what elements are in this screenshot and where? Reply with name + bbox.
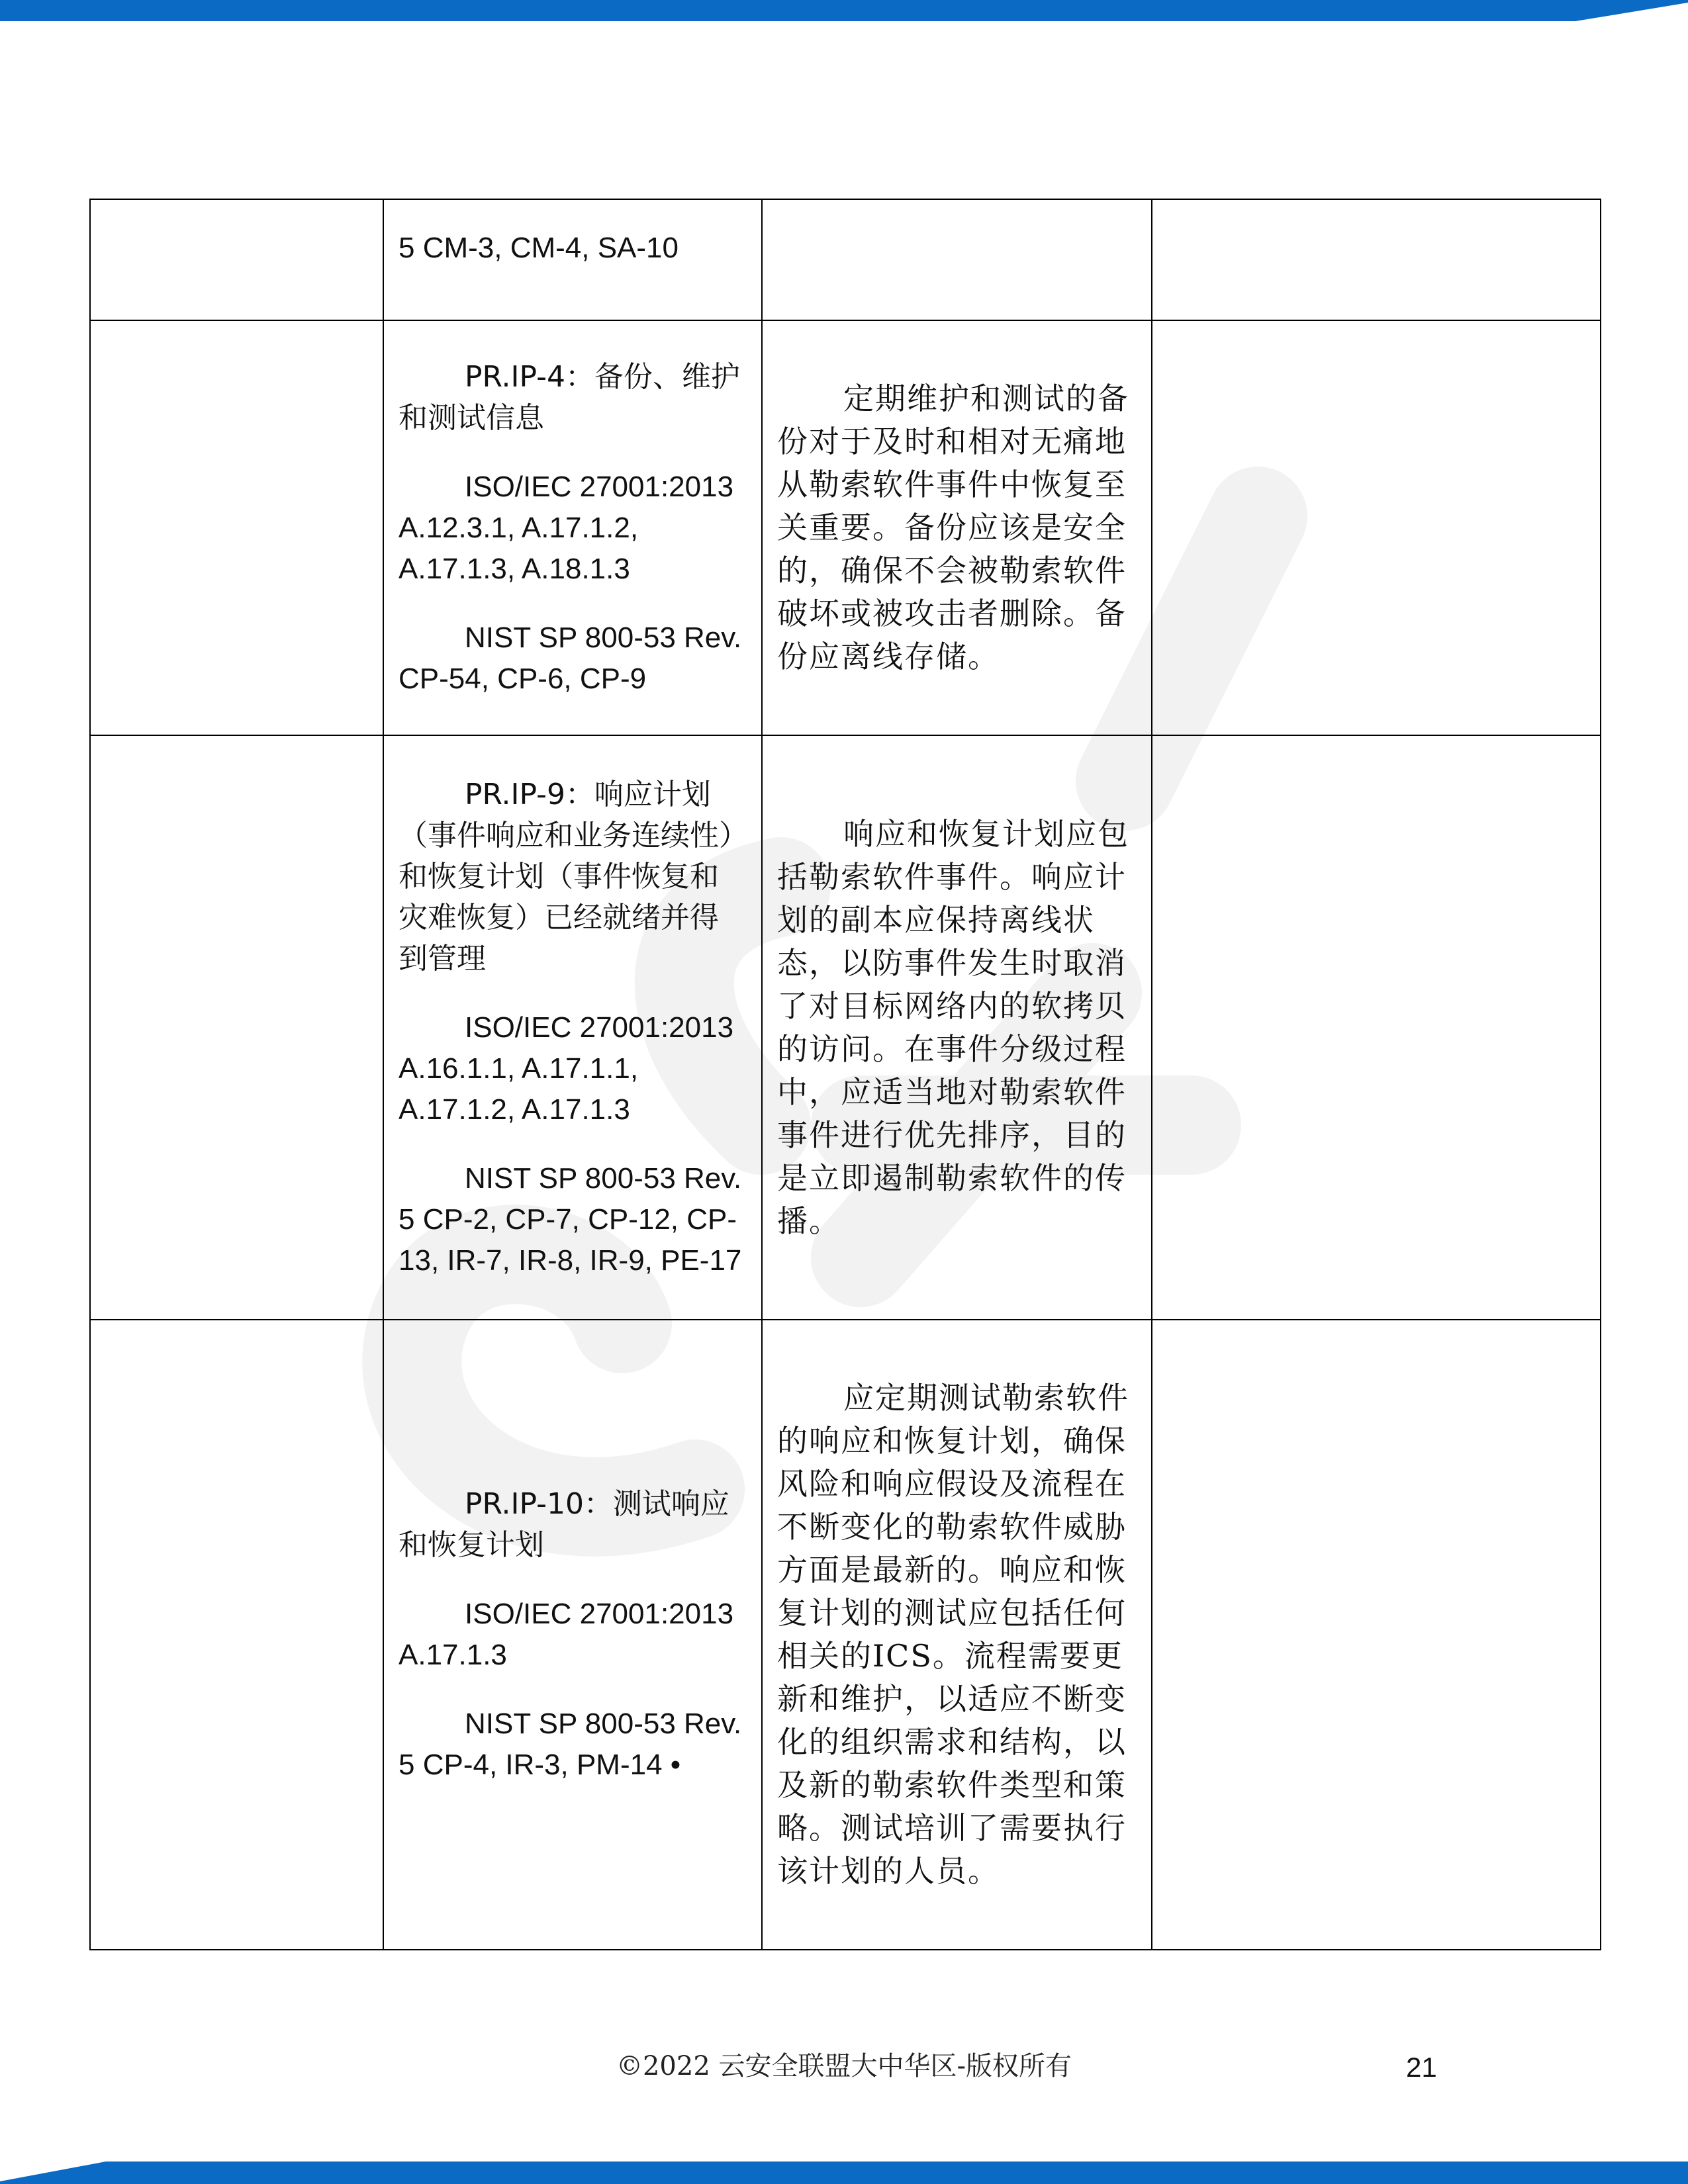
footer-copyright: ©2022 云安全联盟大中华区-版权所有 [616,2051,1072,2081]
page-number: 21 [1406,2052,1437,2083]
table-cell-description [762,199,1152,320]
table-cell-empty [90,735,383,1320]
table-row [90,199,1601,320]
description-text: 应定期测试勒索软件的响应和恢复计划，确保风险和响应假设及流程在不断变化的勒索软件威胁方面是最新的。响应和恢复计划的测试应包括任何相关的ICS。流程需要更新和维护，以适应不断变化的组织需求和结构，以及新的勒索软件类型和策略。测试培训了需要执行该计划的人员。 [777,1380,1129,1889]
table-cell-empty [1152,1320,1601,1950]
footer-blue-band [0,2155,1688,2184]
subcategory-title: PR.IP-10：测试响应和恢复计划 [399,1487,729,1562]
table-cell-empty [1152,735,1601,1320]
table-row [90,1320,1601,1950]
header-blue-band [0,0,1688,24]
subcategory-title: PR.IP-4：备份、维护和测试信息 [399,359,740,435]
description-text: 响应和恢复计划应包括勒索软件事件。响应计划的副本应保持离线状态，以防事件发生时取消了对目标网络内的软拷贝的访问。在事件分级过程中，应适当地对勒索软件事件进行优先排序，目的是立即遏制勒索软件的传播。 [777,815,1129,1239]
reference-text: 5 CM-3, CM-4, SA-10 [399,232,679,264]
table-cell-empty [1152,320,1601,735]
table-cell-empty [90,320,383,735]
table-cell-references [383,199,762,320]
nist-reference: NIST SP 800-53 Rev. CP-54, CP-6, CP-9 [399,621,742,695]
table-cell-references [383,735,762,1320]
nist-reference: NIST SP 800-53 Rev. 5 CP-2, CP-7, CP-12, CP-13, IR-7, IR-8, IR-9, PE-17 [399,1161,742,1277]
table-row [90,735,1601,1320]
description-text: 定期维护和测试的备份对于及时和相对无痛地从勒索软件事件中恢复至关重要。备份应该是安全的，确保不会被勒索软件破坏或被攻击者删除。备份应离线存储。 [777,381,1129,674]
table-cell-empty [1152,199,1601,320]
table-cell-description [762,735,1152,1320]
table-cell-description [762,1320,1152,1950]
subcategory-title: PR.IP-9：响应计划（事件响应和业务连续性）和恢复计划（事件恢复和灾难恢复）已经就绪并得到管理 [399,777,733,976]
table-cell-empty [90,1320,383,1950]
iso-reference: ISO/IEC 27001:2013 A.12.3.1, A.17.1.2, A.17.1.3, A.18.1.3 [399,470,734,585]
table-cell-empty [90,199,383,320]
table-cell-description [762,320,1152,735]
table-cell-references [383,1320,762,1950]
iso-reference: ISO/IEC 27001:2013 A.17.1.3 [399,1598,734,1671]
table-cell-references [383,320,762,735]
nist-reference: NIST SP 800-53 Rev. 5 CP-4, IR-3, PM-14 • [399,1707,742,1781]
controls-table [89,199,1601,1950]
iso-reference: ISO/IEC 27001:2013 A.16.1.1, A.17.1.1, A.17.1.2, A.17.1.3 [399,1011,734,1126]
table-row [90,320,1601,735]
